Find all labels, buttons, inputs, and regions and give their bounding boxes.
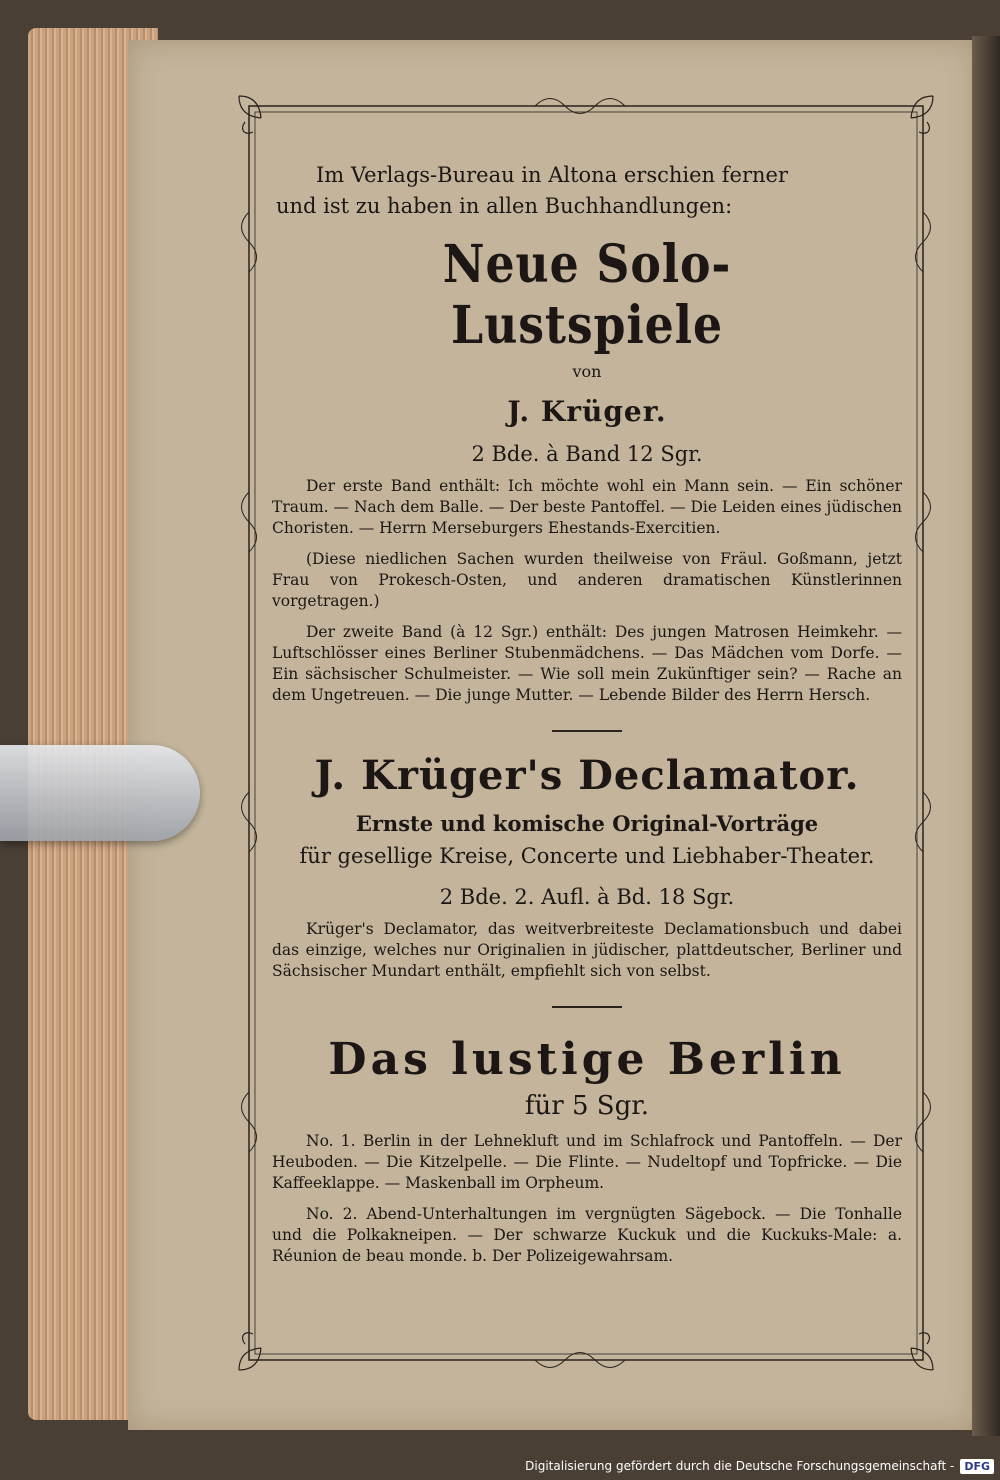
intro-line-2: und ist zu haben in allen Buchhandlungen: <box>276 194 733 218</box>
section1-price: 2 Bde. à Band 12 Sgr. <box>471 442 703 466</box>
section-divider-2 <box>552 1006 622 1008</box>
book-gutter <box>972 36 1000 1436</box>
footer-text: Digitalisierung gefördert durch die Deutsche Forschungsgemeinschaft - <box>525 1459 955 1473</box>
dfg-logo: DFG <box>960 1459 994 1474</box>
section1-para-3: Der zweite Band (à 12 Sgr.) enthält: Des jungen Matrosen Heimkehr. — Luftschlösser eines Berliner Stubenmädchens. — Das Mädchen vom Dorfe. — Ein sächsischer Schulmeister. — Wie soll mein Zukünftiger sein? — Rache an dem Ungetreuen. — Die junge Mutter. — Lebende Bilder des Herrn Hersch. <box>272 623 902 704</box>
section1-author: J. Krüger. <box>507 395 667 428</box>
section2-title: J. Krüger's Declamator. <box>314 752 860 799</box>
intro-text <box>276 160 902 222</box>
page-marker-tab <box>0 745 200 841</box>
section2-price: 2 Bde. 2. Aufl. à Bd. 18 Sgr. <box>439 885 735 909</box>
section2-para: Krüger's Declamator, das weitverbreiteste Declamationsbuch und dabei das einzige, welches nur Originalien in jüdischer, plattdeutscher, Berliner und Sächsischer Mundart enthält, empfiehlt sich von selbst. <box>272 920 902 980</box>
section-divider-1 <box>552 730 622 732</box>
section3-para-1: No. 1. Berlin in der Lehnekluft und im Schlafrock und Pantoffeln. — Der Heuboden. — Die Kitzelpelle. — Die Flinte. — Nudeltopf und Topfricke. — Die Kaffeeklappe. — Maskenball im Orpheum. <box>272 1132 902 1192</box>
section2-subtitle-2: für gesellige Kreise, Concerte und Liebhaber-Theater. <box>299 844 875 868</box>
section1-para-2: (Diese niedlichen Sachen wurden theilweise von Fräul. Goßmann, jetzt Frau von Prokesch-Osten, und anderen dramatischen Künstlerinnen vorgetragen.) <box>272 550 902 610</box>
digitization-footer <box>525 1454 994 1478</box>
section3-price: für 5 Sgr. <box>524 1091 650 1121</box>
document-content <box>272 160 902 1267</box>
section1-von: von <box>572 362 602 381</box>
intro-line-1: Im Verlags-Bureau in Altona erschien ferner <box>316 163 788 187</box>
section3-para-2: No. 2. Abend-Unterhaltungen im vergnügten Sägebock. — Die Tonhalle und die Polkakneipen. — Der schwarze Kuckuk und die Kuckuks-Male: a. Réunion de beau monde. b. Der Polizeigewahrsam. <box>272 1205 902 1265</box>
section1-para-1: Der erste Band enthält: Ich möchte wohl ein Mann sein. — Ein schöner Traum. — Nach dem Balle. — Der beste Pantoffel. — Die Leiden eines jüdischen Choristen. — Herrn Merseburgers Ehestands-Exercitien. <box>272 477 902 537</box>
section2-subtitle-1: Ernste und komische Original-Vorträge <box>355 811 819 836</box>
section1-title: Neue Solo-Lustspiele <box>442 234 732 356</box>
section3-title: Das lustige Berlin <box>328 1034 846 1085</box>
